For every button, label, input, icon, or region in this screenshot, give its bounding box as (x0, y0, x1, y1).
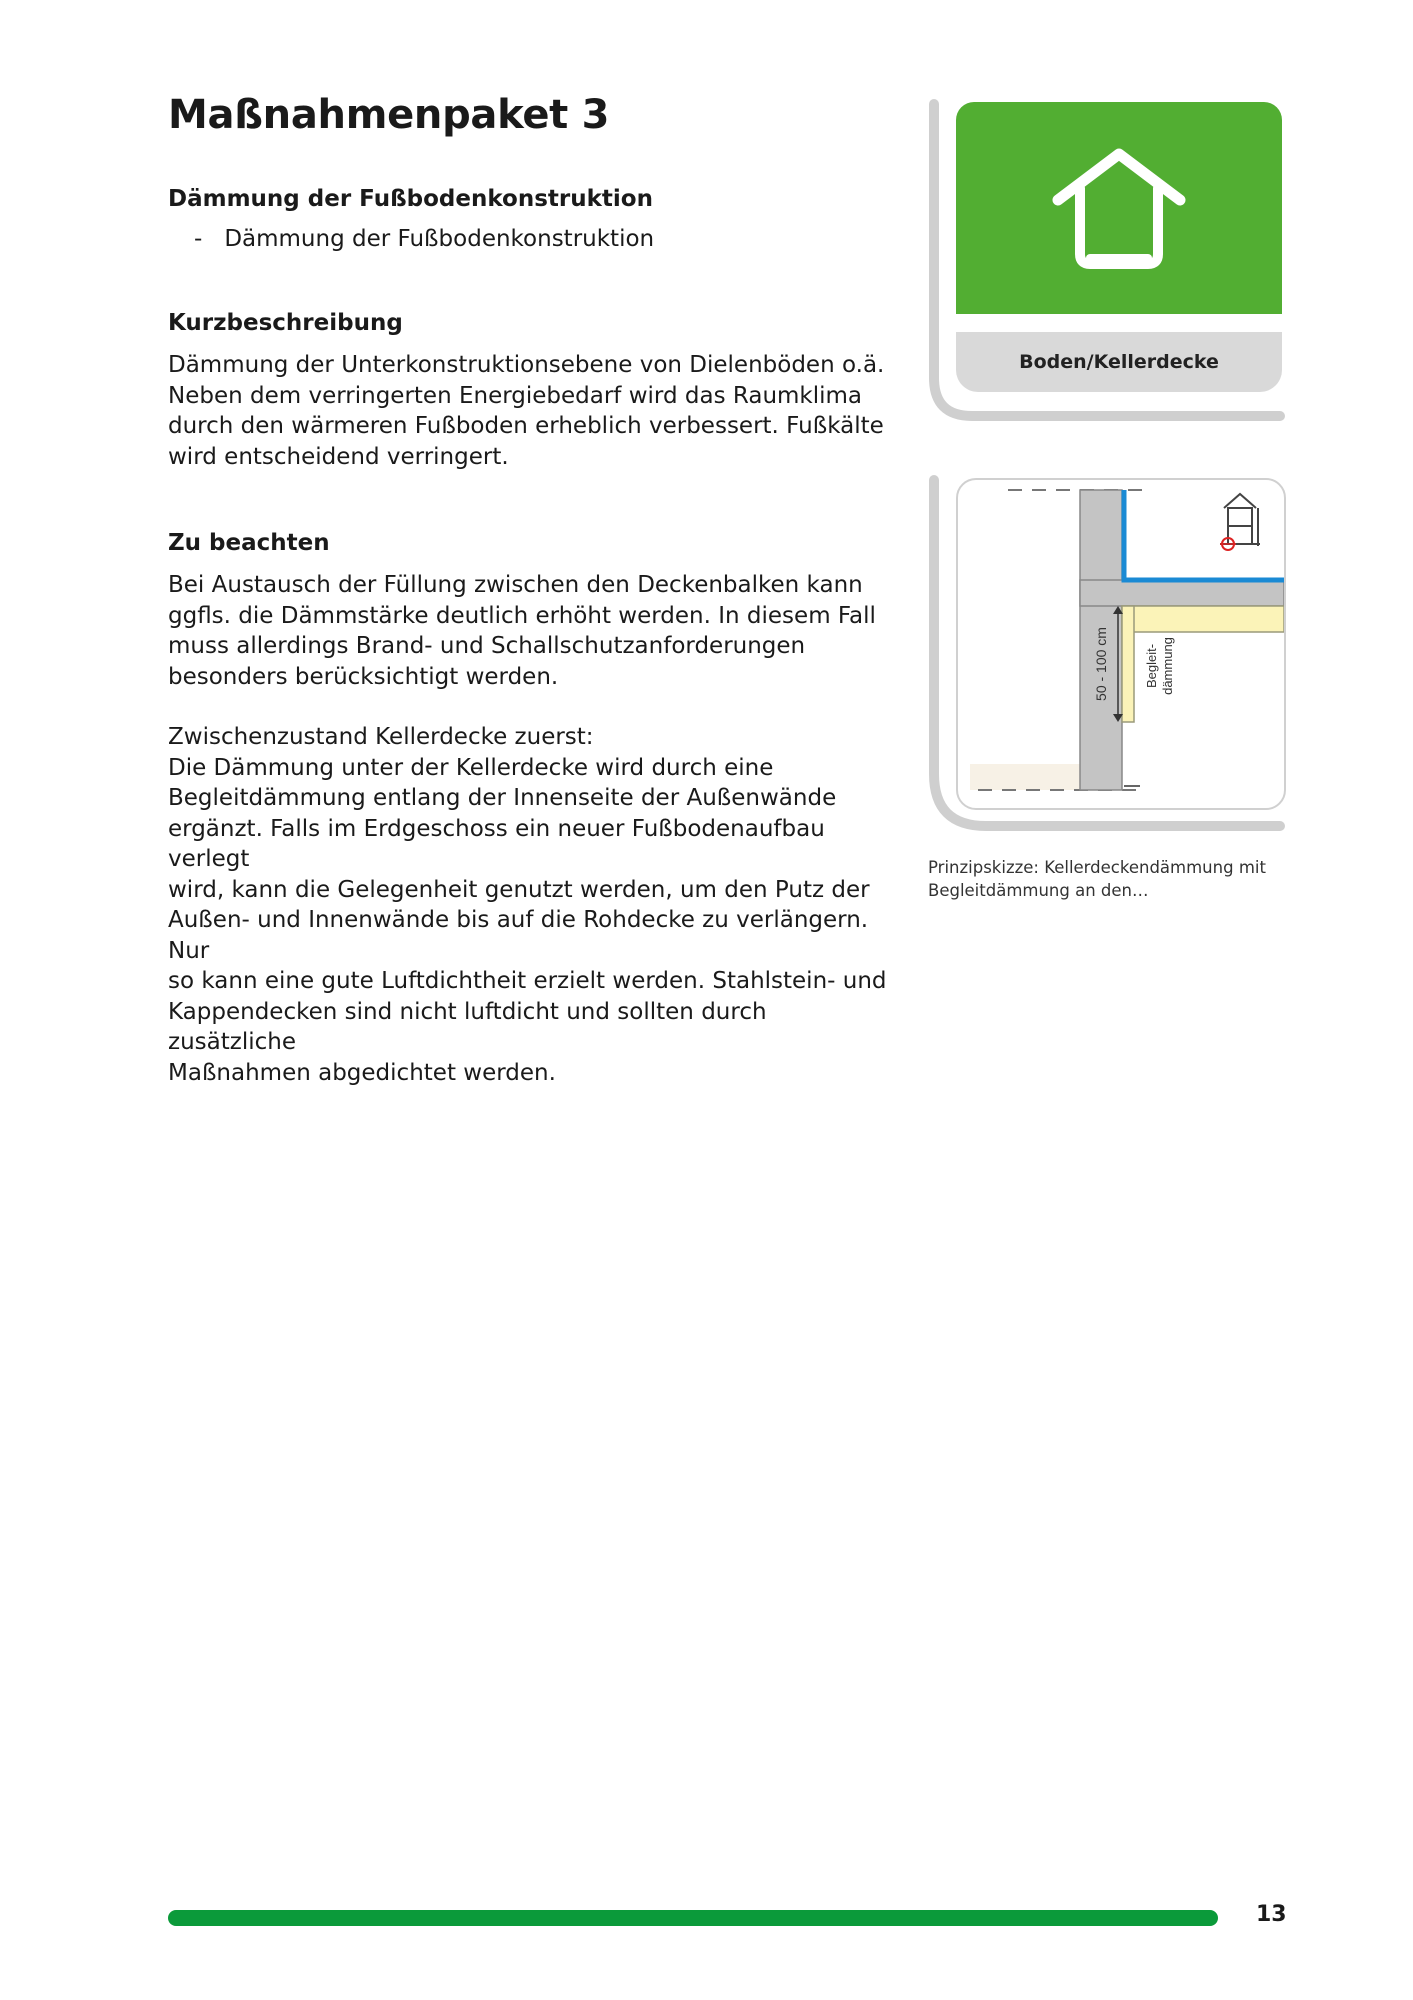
notes-paragraph-2 (168, 722, 888, 1088)
notes-line: besonders berücksichtigt werden. (168, 663, 559, 690)
bullet-dash: - (194, 226, 203, 252)
category-tile (956, 102, 1282, 314)
companion-insulation (1122, 606, 1134, 722)
notes-line: Maßnahmen abgedichtet werden. (168, 1059, 556, 1086)
summary-line: wird entscheidend verringert. (168, 443, 509, 470)
ceiling-insulation (1122, 606, 1284, 632)
soil-area (970, 764, 1080, 790)
sketch-drawing (958, 480, 1284, 808)
measure-item-label: Dämmung der Fußbodenkonstruktion (224, 226, 655, 252)
notes-line: Bei Austausch der Füllung zwischen den Deckenbalken kann (168, 572, 863, 598)
notes-heading: Zu beachten (168, 530, 330, 556)
main-column (168, 92, 888, 1088)
sketch-caption (928, 856, 1288, 902)
location-mini-house-icon (1220, 494, 1260, 550)
summary-line: Dämmung der Unterkonstruktionsebene von Dielenböden o.ä. (168, 352, 885, 378)
caption-line: Prinzipskizze: Kellerdeckendämmung mit (928, 858, 1266, 877)
summary-heading: Kurzbeschreibung (168, 310, 403, 336)
notes-line: ergänzt. Falls im Erdgeschoss ein neuer Fußbodenaufbau verlegt (168, 815, 825, 872)
dimension-label: 50 - 100 cm (1093, 627, 1109, 701)
caption-line: Begleitdämmung an den… (928, 881, 1149, 900)
footer-bar (168, 1910, 1218, 1926)
summary-line: Neben dem verringerten Energiebedarf wird das Raumklima (168, 382, 863, 409)
notes-line: muss allerdings Brand- und Schallschutzanforderungen (168, 633, 806, 659)
basement-ceiling (1080, 580, 1284, 606)
sketch-diagram (956, 478, 1286, 810)
page-title: Maßnahmenpaket 3 (168, 92, 610, 138)
notes-paragraph-1 (168, 570, 888, 692)
notes-line: wird, kann die Gelegenheit genutzt werden, um den Putz der (168, 876, 870, 903)
summary-line: durch den wärmeren Fußboden erheblich verbessert. Fußkälte (168, 413, 884, 439)
notes-line: Außen- und Innenwände bis auf die Rohdecke zu verlängern. Nur (168, 907, 869, 964)
measures-list-item (194, 226, 888, 252)
page-number: 13 (1256, 1902, 1287, 1927)
house-icon (956, 102, 1282, 314)
insulation-label-1: Begleit- (1144, 643, 1159, 689)
measures-heading: Dämmung der Fußbodenkonstruktion (168, 186, 653, 212)
floor-insulation-line (1124, 490, 1284, 580)
notes-line: Begleitdämmung entlang der Innenseite der Außenwände (168, 785, 837, 811)
notes-line: ggfls. die Dämmstärke deutlich erhöht werden. In diesem Fall (168, 602, 876, 629)
notes-line: Zwischenzustand Kellerdecke zuerst: (168, 724, 594, 750)
insulation-label-2: dämmung (1160, 637, 1175, 695)
notes-line: Die Dämmung unter der Kellerdecke wird durch eine (168, 754, 774, 781)
notes-line: Kappendecken sind nicht luftdicht und sollten durch zusätzliche (168, 998, 767, 1055)
summary-text (168, 350, 888, 472)
notes-line: so kann eine gute Luftdichtheit erzielt werden. Stahlstein- und (168, 968, 887, 994)
category-label: Boden/Kellerdecke (956, 332, 1282, 392)
